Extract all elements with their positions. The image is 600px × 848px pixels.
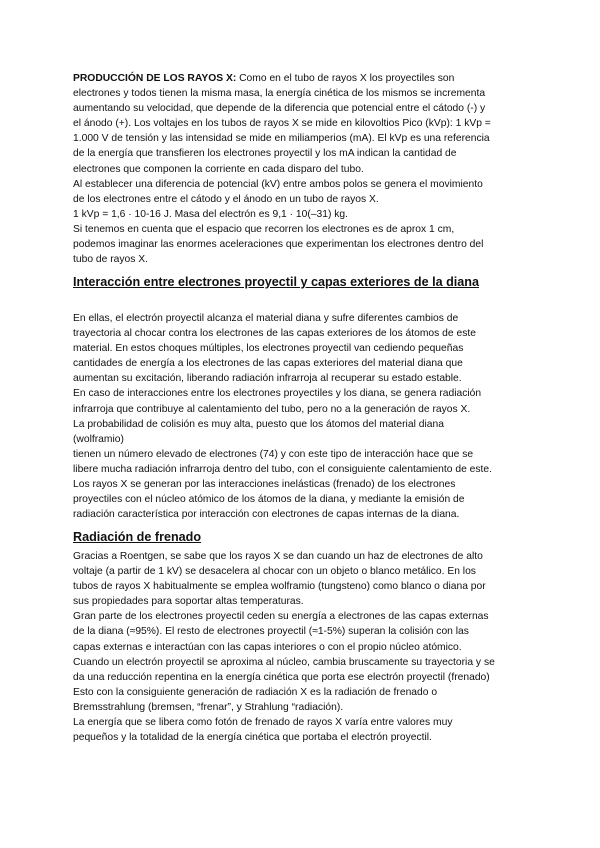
section2-line: Gracias a Roentgen, se sabe que los rayos X se dan cuando un haz de electrones de alto: [73, 551, 483, 562]
section1-line: La probabilidad de colisión es muy alta, puesto que los átomos del material diana: [73, 418, 444, 430]
section2-line: La energía que se libera como fotón de frenado de rayos X varía entre valores muy: [73, 717, 453, 729]
section2-line: pequeños y la totalidad de la energía cinética que portaba el electrón proyectil.: [73, 732, 432, 744]
intro-line: el ánodo (+). Los voltajes en los tubos de rayos X se mide en kilovoltios Pico (kVp): 1 kVp =: [73, 118, 491, 130]
section2-line: Gran parte de los electrones proyectil ceden su energía a electrones de las capas externas: [73, 611, 489, 623]
section1-line: radiación característica por interacción con electrones de capas internas de la diana.: [73, 509, 460, 521]
intro-line: de la energía que transfieren los electrones proyectil y los mA indican la cantidad de: [73, 148, 457, 160]
section1-line: En caso de interacciones entre los electrones proyectiles y los diana, se genera radiación: [73, 388, 482, 400]
intro-line: de los electrones entre el cátodo y el ánodo en un tubo de rayos X.: [73, 193, 379, 205]
section2-line: capas externas e interactúan con las capas interiores o con el propio núcleo atómico.: [73, 641, 462, 653]
intro-line: electrones que componen la corriente en cada disparo del tubo.: [73, 163, 364, 175]
section-heading-radiacion-de-frenado: Radiación de frenado: [73, 530, 202, 544]
section2-line: voltaje (a partir de 1 kV) se desacelera al chocar con un objeto o blanco metálico. En los: [73, 566, 476, 578]
intro-line: Al establecer una diferencia de potencial (kV) entre ambos polos se genera el movimiento: [73, 178, 483, 190]
intro-line: tubo de rayos X.: [73, 254, 148, 266]
intro-line: podemos imaginar las enormes aceleraciones que experimentan los electrones dentro del: [73, 239, 484, 251]
section1-line: infrarroja que contribuye al calentamiento del tubo, pero no a la generación de rayos X.: [73, 403, 471, 415]
intro-line: aumentando su velocidad, que depende de la diferencia que potencial entre el cátodo (-) y: [73, 103, 486, 115]
section1-line: tienen un número elevado de electrones (74) y con este tipo de interacción hace que se: [73, 448, 474, 460]
section1-line: Los rayos X se generan por las interacciones inelásticas (frenado) de los electrones: [73, 479, 456, 491]
section1-line: proyectiles con el núcleo atómico de los átomos de la diana, y mediante la emisión de: [73, 494, 465, 506]
intro-line: 1 kVp = 1,6 · 10-16 J. Masa del electrón es 9,1 · 10(–31) kg.: [73, 208, 349, 220]
section1-line: material. En estos choques múltiples, los electrones proyectil van cediendo pequeñas: [73, 343, 464, 355]
section2-paragraph: [73, 549, 525, 745]
section2-line: Bremsstrahlung (bremsen, “frenar”, y Strahlung “radiación).: [73, 701, 344, 713]
intro-first-line-text: Como en el tubo de rayos X los proyectiles son: [236, 73, 455, 84]
section1-line: libere mucha radiación infrarroja dentro del tubo, con el consiguiente calentamiento de este.: [73, 463, 492, 475]
section1-line: trayectoria al chocar contra los electrones de las capas exteriores de los átomos de este: [73, 328, 476, 340]
intro-line: Si tenemos en cuenta que el espacio que recorren los electrones es de aprox 1 cm,: [73, 223, 455, 235]
section2-line: da una reducción repentina en la energía cinética que porta ese electrón proyectil (frenado): [73, 671, 490, 683]
section1-line: aumentan su excitación, liberando radiación infrarroja al recuperar su estado estable.: [73, 373, 462, 385]
intro-line: electrones y todos tienen la misma masa, la energía cinética de los mismos se incrementa: [73, 88, 486, 100]
intro-lead-title: PRODUCCIÓN DE LOS RAYOS X:: [73, 73, 237, 84]
section-heading-interaccion: Interacción entre electrones proyectil y capas exteriores de la diana: [73, 275, 479, 289]
intro-paragraph: [73, 71, 525, 267]
section2-line: tubos de rayos X habitualmente se emplea wolframio (tungsteno) como blanco o diana por: [73, 581, 486, 593]
intro-line: 1.000 V de tensión y las intensidad se mide en miliamperios (mA). El kVp es una referencia: [73, 133, 490, 145]
section1-line: En ellas, el electrón proyectil alcanza el material diana y sufre diferentes cambios de: [73, 313, 459, 324]
section2-line: Esto con la consiguiente generación de radiación X es la radiación de frenado o: [73, 686, 438, 698]
intro-first-line: [73, 71, 525, 86]
section1-line: cantidades de energía a los electrones de las capas exteriores del material diana que: [73, 358, 463, 370]
section1-paragraph: [73, 311, 525, 522]
section2-line: de la diana (≈95%). El resto de electrones proyectil (≈1-5%) superan la colisión con las: [73, 626, 469, 638]
section1-line: (wolframio): [73, 433, 124, 445]
section2-line: sus propiedades para soportar altas temperaturas.: [73, 596, 304, 608]
section2-line: Cuando un electrón proyectil se aproxima al núcleo, cambia bruscamente su trayectoria y se: [73, 656, 495, 668]
